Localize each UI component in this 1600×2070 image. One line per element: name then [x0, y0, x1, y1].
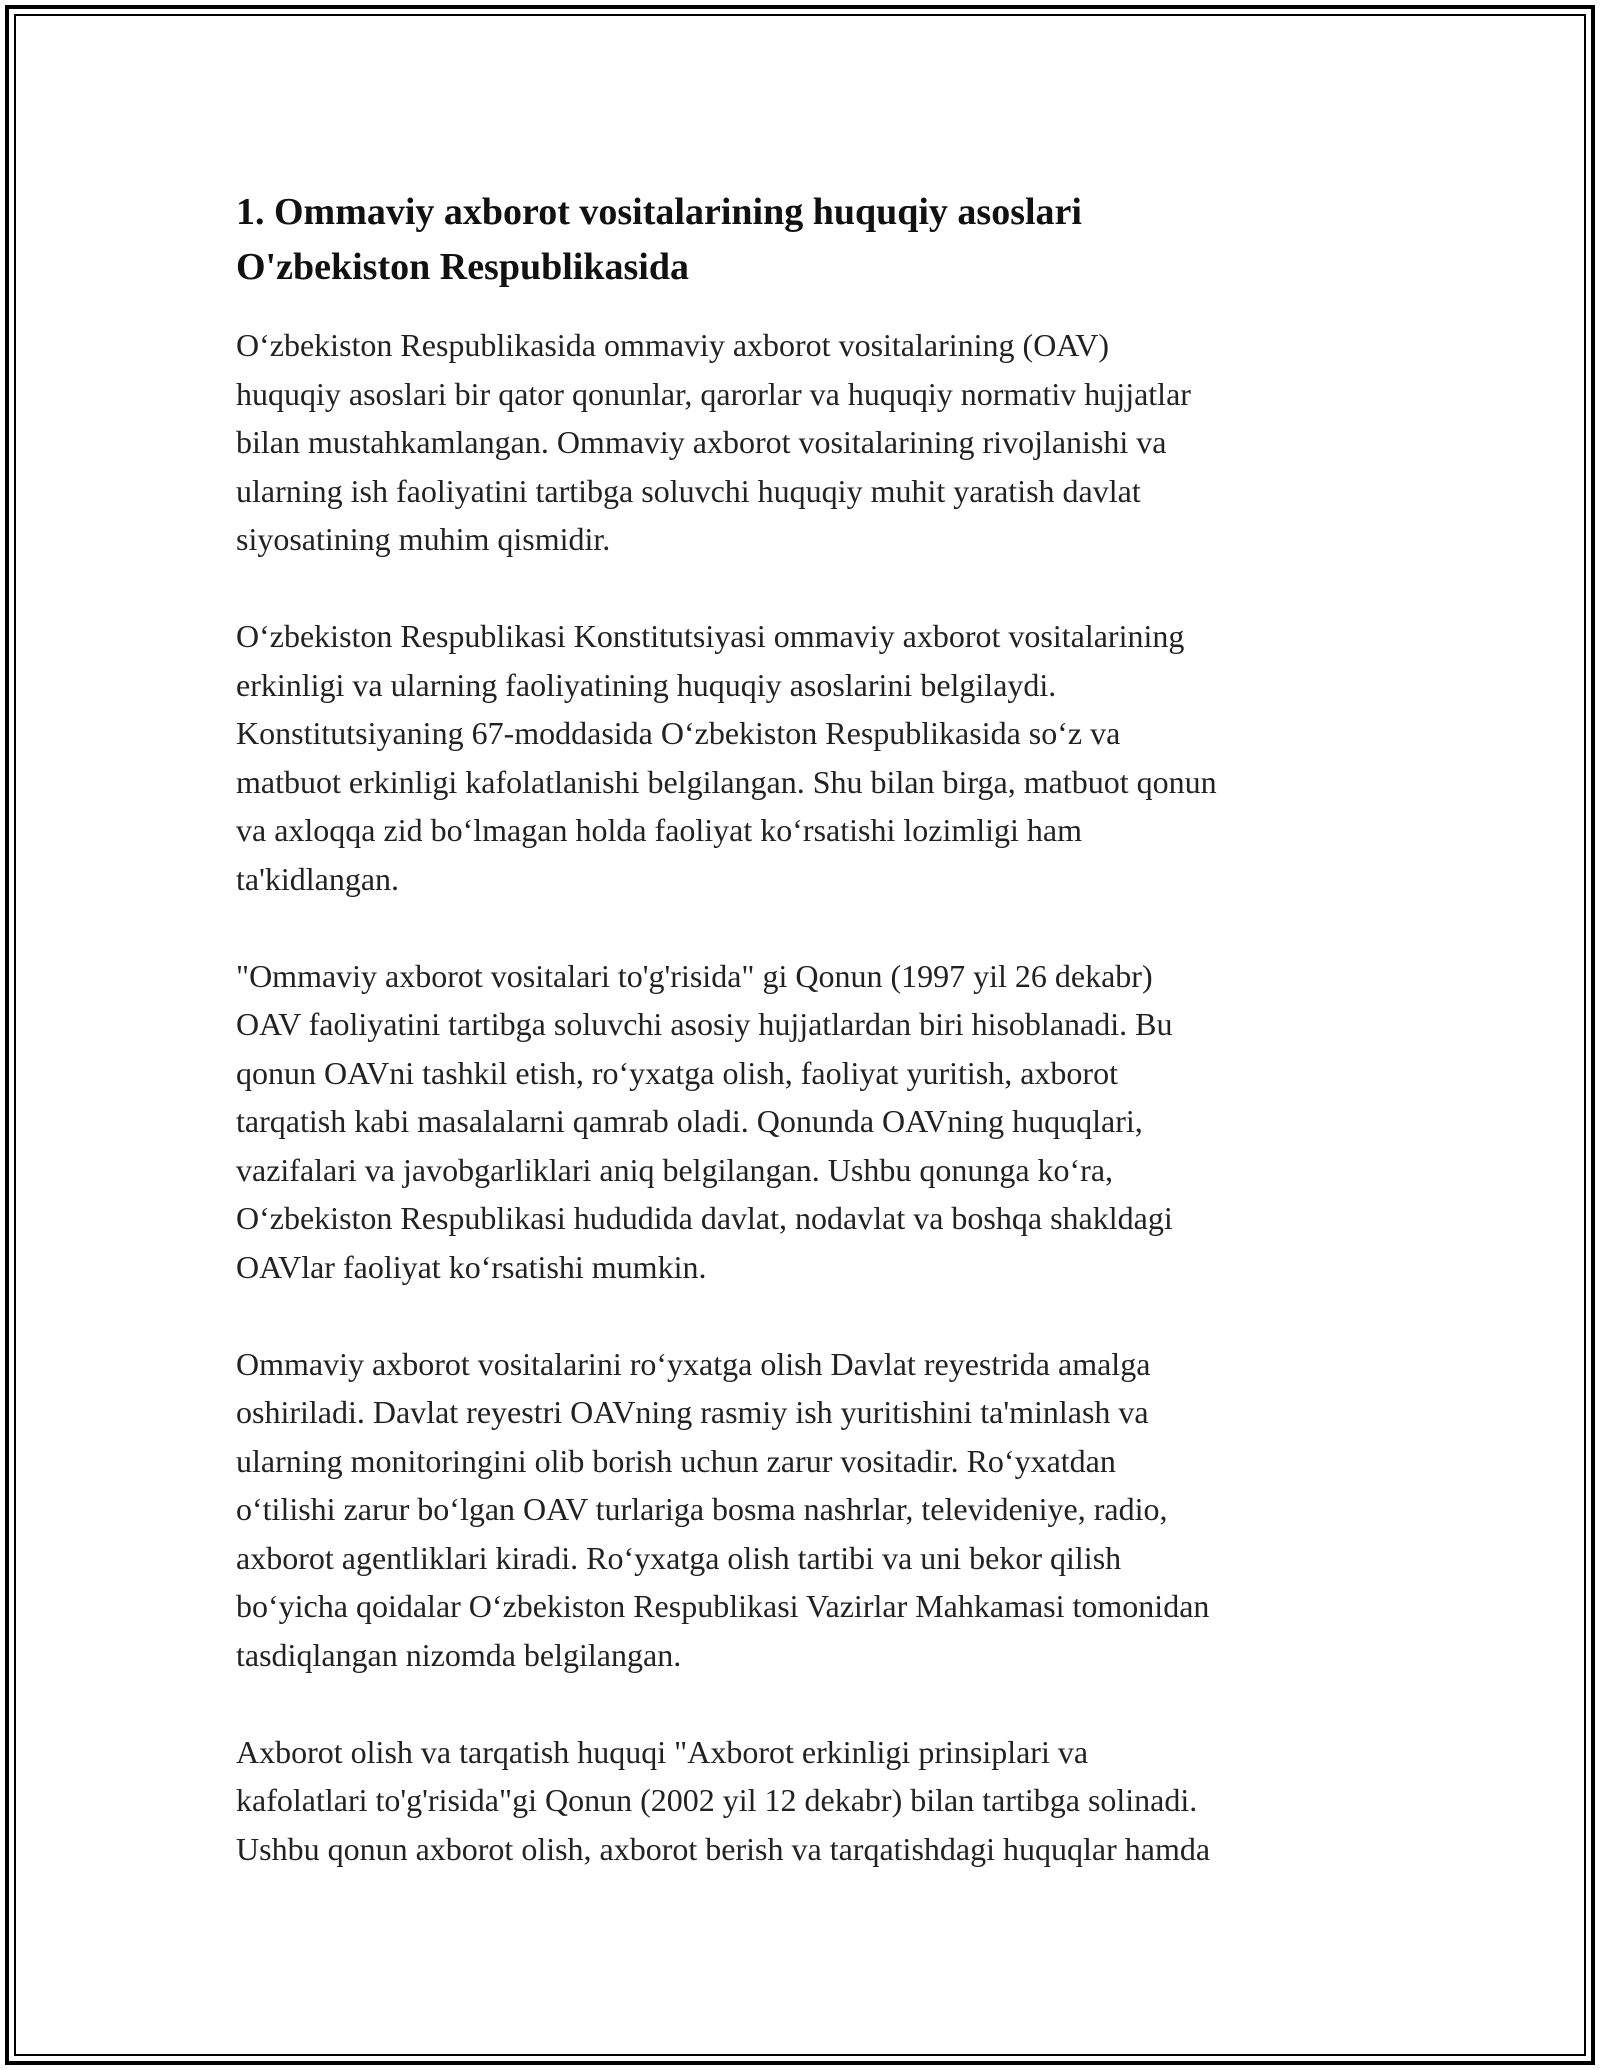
document-body [236, 185, 1376, 1873]
paragraph-legal-basis [236, 321, 1376, 564]
text-line: siyosatining muhim qismidir. [236, 521, 611, 557]
text-line: Konstitutsiyaning 67-moddasida O‘zbekiston Respublikasida so‘z va [236, 715, 1121, 751]
text-line: ta'kidlangan. [236, 860, 400, 897]
text-line: o‘tilishi zarur bo‘lgan OAV turlariga bosma nashrlar, televideniye, radio, [236, 1491, 1168, 1527]
text-line: axborot agentliklari kiradi. Ro‘yxatga olish tartibi va uni bekor qilish [236, 1539, 1122, 1576]
paragraph-constitution [236, 612, 1376, 903]
text-line: va axloqqa zid bo‘lmagan holda faoliyat ko‘rsatishi lozimligi ham [236, 812, 1082, 848]
paragraph-media-law [236, 952, 1376, 1292]
text-line: qonun OAVni tashkil etish, ro‘yxatga olish, faoliyat yuritish, axborot [236, 1054, 1118, 1091]
text-line: Ommaviy axborot vositalarini ro‘yxatga olish Davlat reyestrida amalga [236, 1345, 1151, 1382]
paragraph-information-freedom [236, 1728, 1376, 1874]
text-line: O‘zbekiston Respublikasi hududida davlat, nodavlat va boshqa shakldagi [236, 1200, 1173, 1236]
text-line: ularning ish faoliyatini tartibga soluvchi huquqiy muhit yaratish davlat [236, 472, 1141, 509]
text-line: bo‘yicha qoidalar O‘zbekiston Respublikasi Vazirlar Mahkamasi tomonidan [236, 1588, 1210, 1624]
text-line: Axborot olish va tarqatish huquqi "Axborot erkinligi prinsiplari va [236, 1733, 1089, 1770]
section-title [236, 185, 1376, 295]
text-line: matbuot erkinligi kafolatlanishi belgilangan. Shu bilan birga, matbuot qonun [236, 763, 1217, 800]
paragraph-registration [236, 1340, 1376, 1680]
text-line: "Ommaviy axborot vositalari to'g'risida" gi Qonun (1997 yil 26 dekabr) [236, 957, 1153, 994]
section-title-line: 1. Ommaviy axborot vositalarining huquqiy asoslari [236, 191, 1082, 233]
text-line: oshiriladi. Davlat reyestri OAVning rasmiy ish yuritishini ta'minlash va [236, 1394, 1149, 1430]
text-line: kafolatlari to'g'risida"gi Qonun (2002 yil 12 dekabr) bilan tartibga solinadi. [236, 1782, 1198, 1818]
text-line: vazifalari va javobgarliklari aniq belgilangan. Ushbu qonunga ko‘ra, [236, 1151, 1114, 1188]
text-line: bilan mustahkamlangan. Ommaviy axborot vositalarining rivojlanishi va [236, 424, 1167, 460]
text-line: O‘zbekiston Respublikasi Konstitutsiyasi ommaviy axborot vositalarining [236, 618, 1185, 654]
text-line: tarqatish kabi masalalarni qamrab oladi. Qonunda OAVning huquqlari, [236, 1103, 1143, 1139]
text-line: erkinligi va ularning faoliyatining huquqiy asoslarini belgilaydi. [236, 666, 1057, 703]
text-line: OAV faoliyatini tartibga soluvchi asosiy hujjatlardan biri hisoblanadi. Bu [236, 1006, 1173, 1042]
text-line: O‘zbekiston Respublikasida ommaviy axborot vositalarining (OAV) [236, 327, 1110, 363]
text-line: ularning monitoringini olib borish uchun zarur vositadir. Ro‘yxatdan [236, 1442, 1116, 1479]
section-title-line: O'zbekiston Respublikasida [236, 246, 689, 288]
text-line: OAVlar faoliyat ko‘rsatishi mumkin. [236, 1248, 707, 1285]
text-line: huquqiy asoslari bir qator qonunlar, qarorlar va huquqiy normativ hujjatlar [236, 375, 1191, 412]
text-line: tasdiqlangan nizomda belgilangan. [236, 1636, 682, 1673]
text-line: Ushbu qonun axborot olish, axborot berish va tarqatishdagi huquqlar hamda [236, 1830, 1211, 1867]
